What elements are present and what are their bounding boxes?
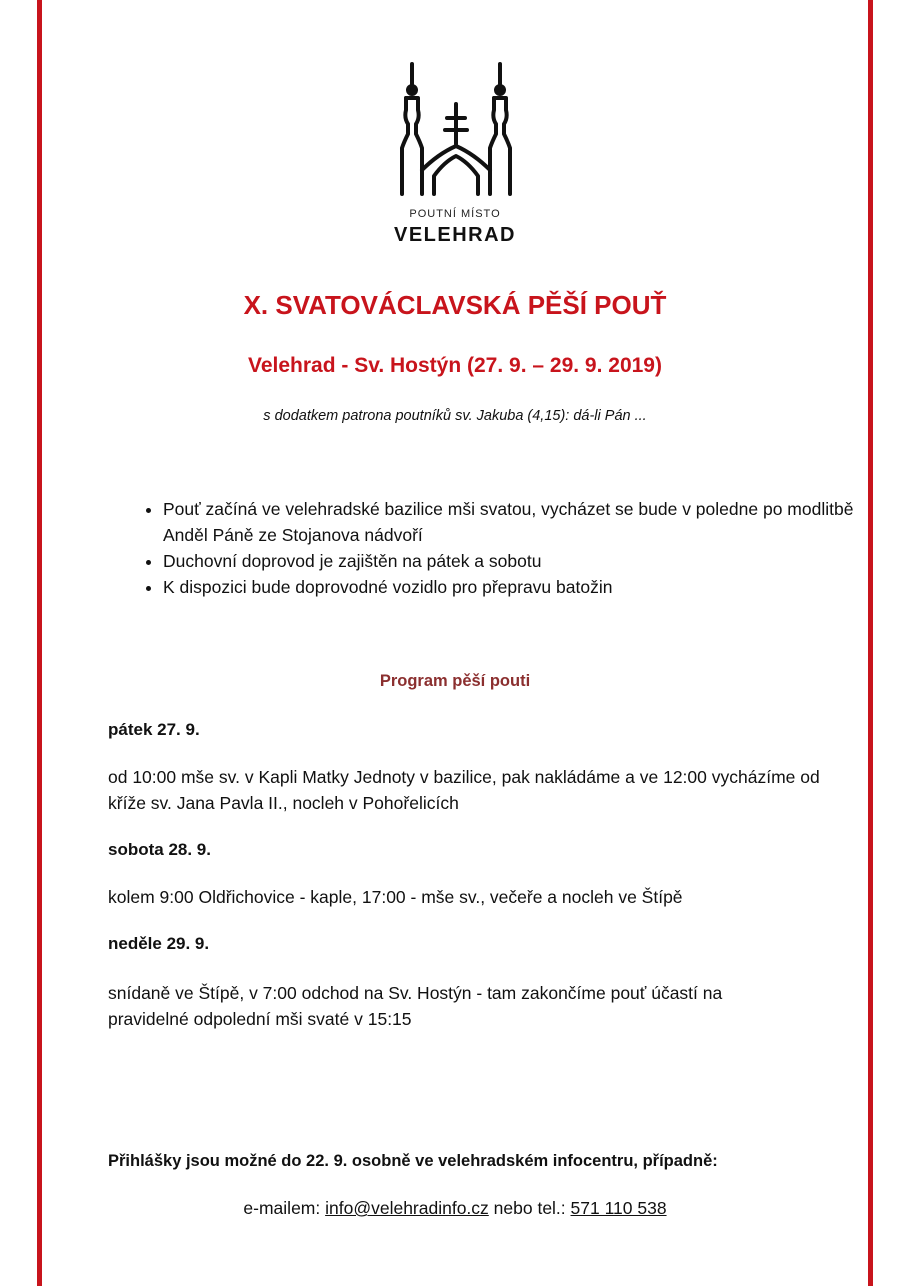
list-item: • Duchovní doprovod je zajištěn na pátek a sobotu [163, 548, 863, 574]
day-text-sunday: snídaně ve Štípě, v 7:00 odchod na Sv. Hostýn - tam zakončíme pouť účastí na pravidelné odpolední mši svaté v 15:15 [108, 983, 723, 1029]
email-link[interactable]: info@velehradinfo.cz [325, 1198, 489, 1218]
day-text-friday: od 10:00 mše sv. v Kapli Matky Jednoty v bazilice, pak nakládáme a ve 12:00 vycházíme od kříže sv. Jana Pavla II., nocleh v Pohořelicích [108, 767, 820, 813]
logo-name: VELEHRAD [393, 224, 516, 246]
day-text-saturday: kolem 9:00 Oldřichovice - kaple, 17:00 - mše sv., večeře a nocleh ve Štípě [108, 887, 683, 907]
right-red-border [868, 0, 873, 1286]
program-heading: Program pěší pouti [379, 672, 531, 690]
day-label-sunday: neděle 29. 9. [108, 934, 210, 953]
list-item: • Pouť začíná ve velehradské bazilice mši svatou, vycházet se bude v poledne po modlitbě Anděl Páně ze Stojanova nádvoří [163, 496, 863, 548]
motto: s dodatkem patrona poutníků sv. Jakuba (4,15): dá-li Pán ... [263, 408, 647, 424]
church-towers-icon [394, 62, 518, 198]
day-label-friday: pátek 27. 9. [108, 720, 200, 739]
left-red-border [37, 0, 42, 1286]
email-prefix: e-mailem: [243, 1198, 326, 1218]
day-label-saturday: sobota 28. 9. [108, 840, 211, 859]
page-title: X. SVATOVÁCLAVSKÁ PĚŠÍ POUŤ [243, 290, 667, 320]
page-subtitle: Velehrad - Sv. Hostýn (27. 9. – 29. 9. 2019) [248, 354, 662, 377]
info-list [110, 496, 863, 600]
phone-prefix: nebo tel.: [488, 1198, 571, 1218]
phone-link[interactable]: 571 110 538 [570, 1198, 667, 1218]
logo-subtitle: POUTNÍ MÍSTO [409, 208, 501, 220]
contact-line [0, 1198, 910, 1219]
registration-note: Přihlášky jsou možné do 22. 9. osobně ve velehradském infocentru, případně: [108, 1152, 718, 1170]
list-item: • K dispozici bude doprovodné vozidlo pro přepravu batožin [163, 574, 863, 600]
